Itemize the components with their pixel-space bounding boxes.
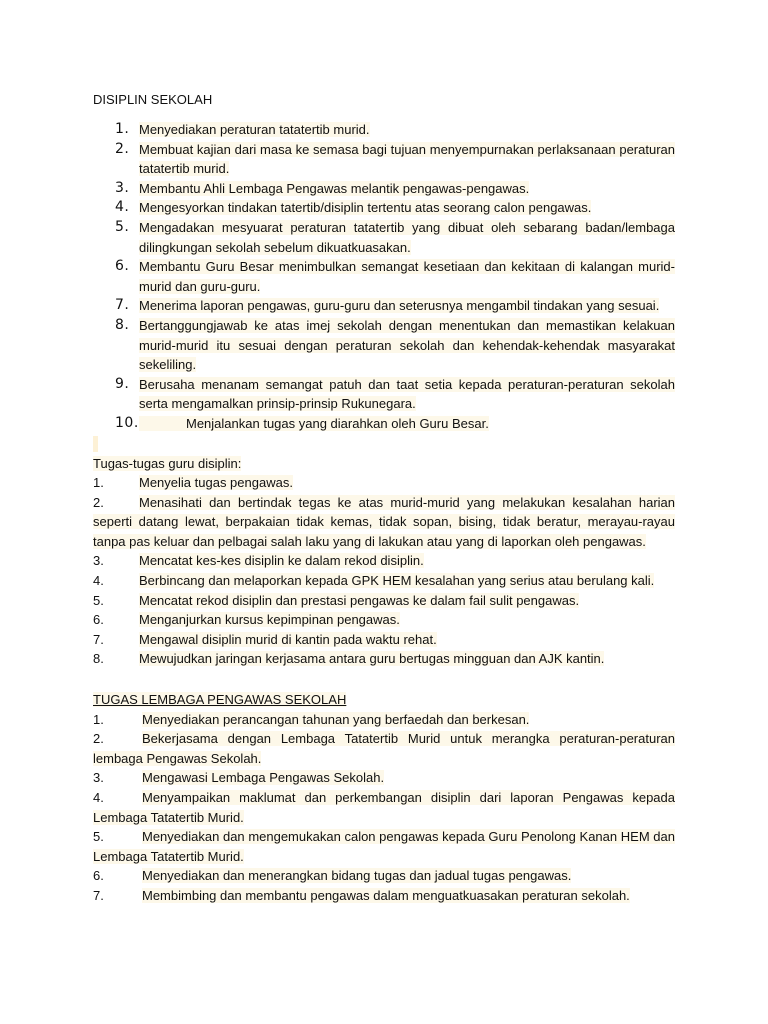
- list-text: Berusaha menanam semangat patuh dan taat setia kepada peraturan-peraturan sekolah serta mengamalkan prinsip-prinsip Rukunegara.: [139, 376, 675, 412]
- list-number: 8.: [115, 316, 130, 333]
- item-number: 7.: [93, 887, 104, 903]
- item-text: Berbincang dan melaporkan kepada GPK HEM kesalahan yang serius atau berulang kali.: [139, 573, 655, 589]
- list-number: 1.: [115, 121, 130, 137]
- duty-item: [93, 473, 675, 493]
- duty-item: [93, 493, 675, 552]
- list-text: Bertanggungjawab ke atas imej sekolah dengan menentukan dan memastikan kelakuan murid-murid itu sesuai dengan peraturan sekolah dan kehendak-kehendak masyarakat sekeliling.: [139, 317, 675, 373]
- list-item: [93, 296, 675, 316]
- list-text: Mengadakan mesyuarat peraturan tatatertib yang dibuat oleh sebarang badan/lembaga dilingkungan sekolah sebelum dikuatkuasakan.: [139, 219, 675, 255]
- highlight-mark: [93, 436, 98, 452]
- item-text: Mengawal disiplin murid di kantin pada waktu rehat.: [139, 631, 437, 647]
- list-text: Membantu Guru Besar menimbulkan semangat kesetiaan dan kekitaan di kalangan murid-murid dan guru-guru.: [139, 259, 675, 294]
- duty-item: [93, 610, 675, 630]
- list-text: Menjalankan tugas yang diarahkan oleh Guru Besar.: [139, 416, 489, 431]
- duty-item: [93, 630, 675, 650]
- list-item: [93, 375, 675, 414]
- item-text: Menyediakan dan menerangkan bidang tugas dan jadual tugas pengawas.: [142, 868, 572, 884]
- item-number: 4.: [93, 790, 104, 805]
- duty-item: [93, 768, 675, 788]
- discipline-list: [93, 120, 675, 434]
- list-text: Menerima laporan pengawas, guru-guru dan seterusnya mengambil tindakan yang sesuai.: [139, 298, 660, 314]
- item-number: 1.: [93, 711, 104, 727]
- item-text: Menganjurkan kursus kepimpinan pengawas.: [139, 612, 400, 628]
- item-number: 2.: [93, 494, 104, 510]
- duty-item: [93, 710, 675, 730]
- item-text: Mencatat rekod disiplin dan prestasi pengawas ke dalam fail sulit pengawas.: [139, 592, 580, 608]
- document-body: [93, 90, 675, 906]
- list-text: Membantu Ahli Lembaga Pengawas melantik pengawas-pengawas.: [139, 180, 530, 196]
- item-number: 5.: [93, 829, 104, 845]
- item-number: 3.: [93, 553, 104, 569]
- duty-item: [93, 827, 675, 866]
- item-number: 2.: [93, 731, 104, 747]
- item-number: 8.: [93, 651, 104, 667]
- list-number: 7.: [115, 297, 130, 314]
- list-item: [93, 218, 675, 257]
- section-heading: [93, 454, 675, 474]
- duty-item: [93, 788, 675, 827]
- list-text: Mengesyorkan tindakan tatertib/disiplin tertentu atas seorang calon pengawas.: [139, 200, 592, 216]
- heading-text: TUGAS LEMBAGA PENGAWAS SEKOLAH: [93, 692, 347, 708]
- item-text: Membimbing dan membantu pengawas dalam menguatkuasakan peraturan sekolah.: [142, 887, 630, 903]
- item-text: Menyelia tugas pengawas.: [139, 475, 293, 491]
- duty-item: [93, 571, 675, 591]
- heading-text: Tugas-tugas guru disiplin:: [93, 455, 242, 471]
- list-number: 3.: [115, 179, 130, 196]
- blank-line: [93, 434, 675, 452]
- duty-item: [93, 866, 675, 886]
- duty-item: [93, 551, 675, 571]
- blank-line: [93, 669, 675, 688]
- item-text: Menyampaikan maklumat dan perkembangan disiplin dari laporan Pengawas kepada Lembaga Tatatertib Murid.: [93, 790, 675, 825]
- list-item: [93, 179, 675, 199]
- document-title: [93, 90, 675, 110]
- item-text: Menyediakan dan mengemukakan calon pengawas kepada Guru Penolong Kanan HEM dan Lembaga Tatatertib Murid.: [93, 829, 675, 864]
- item-text: Mewujudkan jaringan kerjasama antara guru bertugas mingguan dan AJK kantin.: [139, 651, 605, 667]
- list-item: [93, 414, 675, 434]
- item-text: Menasihati dan bertindak tegas ke atas murid-murid yang melakukan kesalahan harian seperti datang lewat, berpakaian tidak kemas, tidak sopan, bising, tidak beratur, merayau-rayau tanpa pas keluar dan pelbagai salah laku yang di lakukan atau yang di laporkan oleh pengawas.: [93, 494, 675, 549]
- list-item: [93, 140, 675, 179]
- duty-item: [93, 729, 675, 768]
- item-number: 7.: [93, 631, 104, 647]
- list-number: 10.: [115, 414, 139, 431]
- list-number: 6.: [115, 258, 130, 275]
- item-number: 1.: [93, 475, 104, 491]
- item-number: 4.: [93, 573, 104, 589]
- item-number: 6.: [93, 612, 104, 628]
- list-text: Menyediakan peraturan tatatertib murid.: [139, 122, 370, 137]
- item-number: 3.: [93, 770, 104, 786]
- item-text: Mencatat kes-kes disiplin ke dalam rekod disiplin.: [139, 553, 424, 569]
- list-item: [93, 120, 675, 140]
- duty-item: [93, 591, 675, 611]
- list-number: 4.: [115, 199, 130, 216]
- list-item: [93, 198, 675, 218]
- duty-item: [93, 886, 675, 906]
- duty-item: [93, 649, 675, 669]
- item-text: Bekerjasama dengan Lembaga Tatatertib Murid untuk merangka peraturan-peraturan lembaga Pengawas Sekolah.: [93, 731, 675, 766]
- list-number: 9.: [115, 375, 130, 392]
- item-number: 5.: [93, 592, 104, 608]
- list-number: 5.: [115, 218, 130, 235]
- item-text: Menyediakan perancangan tahunan yang berfaedah dan berkesan.: [142, 711, 530, 727]
- title-text: DISIPLIN SEKOLAH: [93, 92, 213, 107]
- list-item: [93, 257, 675, 296]
- list-text: Membuat kajian dari masa ke semasa bagi tujuan menyempurnakan perlaksanaan peraturan tatatertib murid.: [139, 141, 675, 177]
- list-item: [93, 316, 675, 375]
- list-number: 2.: [115, 140, 130, 157]
- section-heading: [93, 690, 675, 710]
- item-text: Mengawasi Lembaga Pengawas Sekolah.: [142, 770, 385, 786]
- item-number: 6.: [93, 868, 104, 884]
